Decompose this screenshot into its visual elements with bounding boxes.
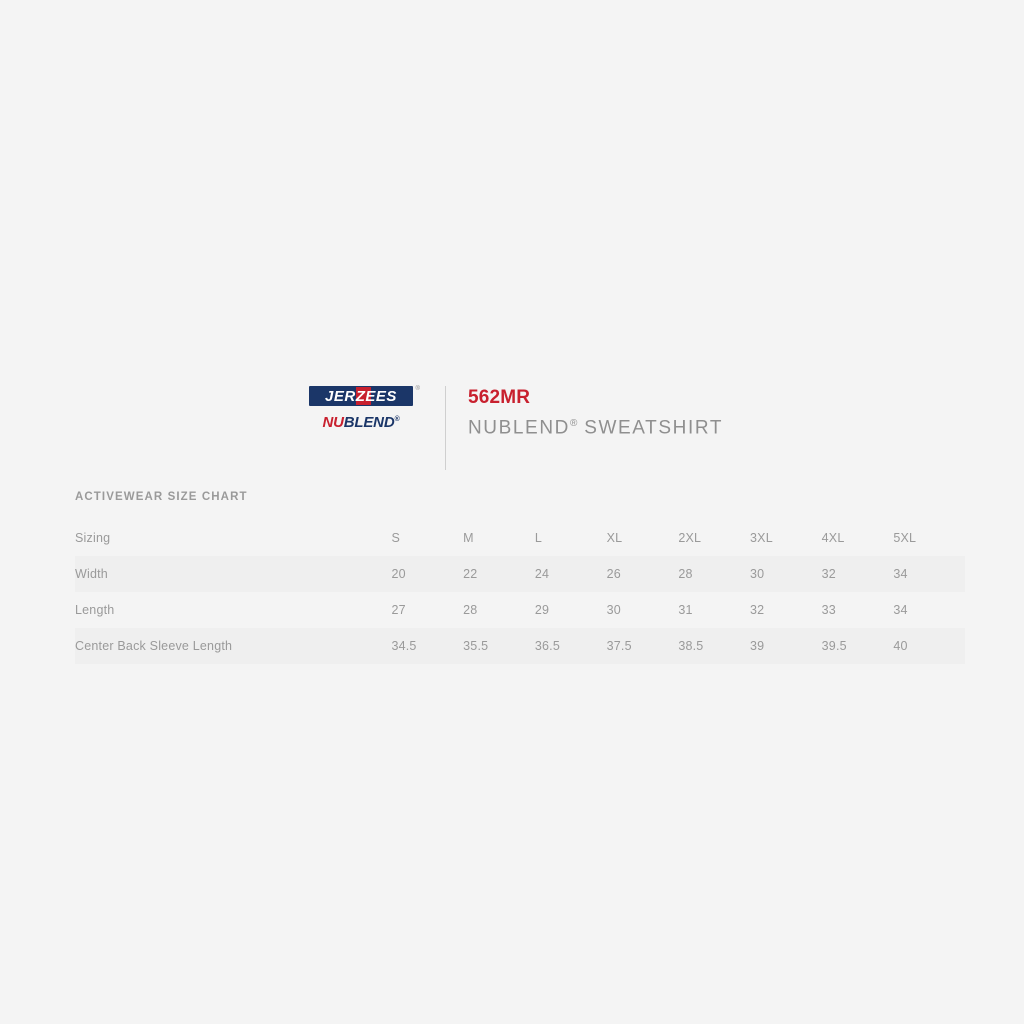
cell-width-xl: 26 <box>606 567 621 581</box>
cell-sleeve-xl: 37.5 <box>606 639 632 653</box>
style-number: 562MR <box>467 387 531 408</box>
cell-size-l: L <box>534 531 543 545</box>
cell-size-s: S <box>391 531 400 545</box>
row-label: Length <box>75 603 115 617</box>
cell-size-xl: XL <box>606 531 623 545</box>
cell-width-s: 20 <box>391 567 406 581</box>
cell-length-2xl: 31 <box>678 603 693 617</box>
jerzees-registered-mark: ® <box>415 386 420 392</box>
cell-length-5xl: 34 <box>893 603 908 617</box>
cell-length-l: 29 <box>534 603 550 617</box>
row-label: Center Back Sleeve Length <box>75 639 233 653</box>
cell-sleeve-3xl: 39 <box>750 639 765 653</box>
product-name-type: SWEATSHIRT <box>577 417 724 439</box>
header-inner <box>301 386 723 470</box>
nublend-logo-blend: BLEND <box>343 414 395 431</box>
cell-size-2xl: 2XL <box>678 531 702 545</box>
row-label: Width <box>75 567 108 581</box>
cell-length-3xl: 32 <box>750 603 765 617</box>
cell-length-xl: 30 <box>606 603 621 617</box>
cell-width-5xl: 34 <box>893 567 908 581</box>
cell-size-m: M <box>463 531 474 545</box>
jerzees-logo <box>309 386 420 406</box>
nublend-registered-mark: ® <box>394 416 400 423</box>
cell-sleeve-5xl: 40 <box>893 639 908 653</box>
cell-length-m: 28 <box>463 603 478 617</box>
jerzees-logo-text: JERZEES <box>325 387 397 405</box>
cell-width-4xl: 32 <box>821 567 836 581</box>
cell-sleeve-m: 35.5 <box>463 639 489 653</box>
cell-width-3xl: 30 <box>750 567 765 581</box>
cell-width-m: 22 <box>463 567 478 581</box>
cell-sleeve-2xl: 38.5 <box>678 639 704 653</box>
nublend-logo <box>323 415 400 430</box>
cell-sleeve-l: 36.5 <box>534 639 561 653</box>
table-row <box>75 556 965 592</box>
row-label: Sizing <box>75 531 111 545</box>
table-row <box>75 592 965 628</box>
product-name <box>468 418 723 439</box>
cell-sleeve-4xl: 39.5 <box>821 639 847 653</box>
header <box>0 386 1024 470</box>
chart-title: ACTIVEWEAR SIZE CHART <box>75 491 248 503</box>
cell-sleeve-s: 34.5 <box>391 639 417 653</box>
cell-size-4xl: 4XL <box>821 531 845 545</box>
table-row <box>75 520 965 556</box>
size-chart-table <box>75 520 965 664</box>
cell-length-4xl: 33 <box>821 603 836 617</box>
product-name-brand: NUBLEND <box>467 417 570 439</box>
cell-length-s: 27 <box>391 603 406 617</box>
brand-logos <box>301 386 445 470</box>
product-name-registered-mark: ® <box>569 417 578 429</box>
cell-width-2xl: 28 <box>678 567 693 581</box>
cell-size-5xl: 5XL <box>893 531 917 545</box>
product-title-block <box>446 386 723 470</box>
nublend-logo-nu: NU <box>322 414 344 431</box>
table-row <box>75 628 965 664</box>
cell-size-3xl: 3XL <box>750 531 773 545</box>
cell-width-l: 24 <box>534 567 550 581</box>
